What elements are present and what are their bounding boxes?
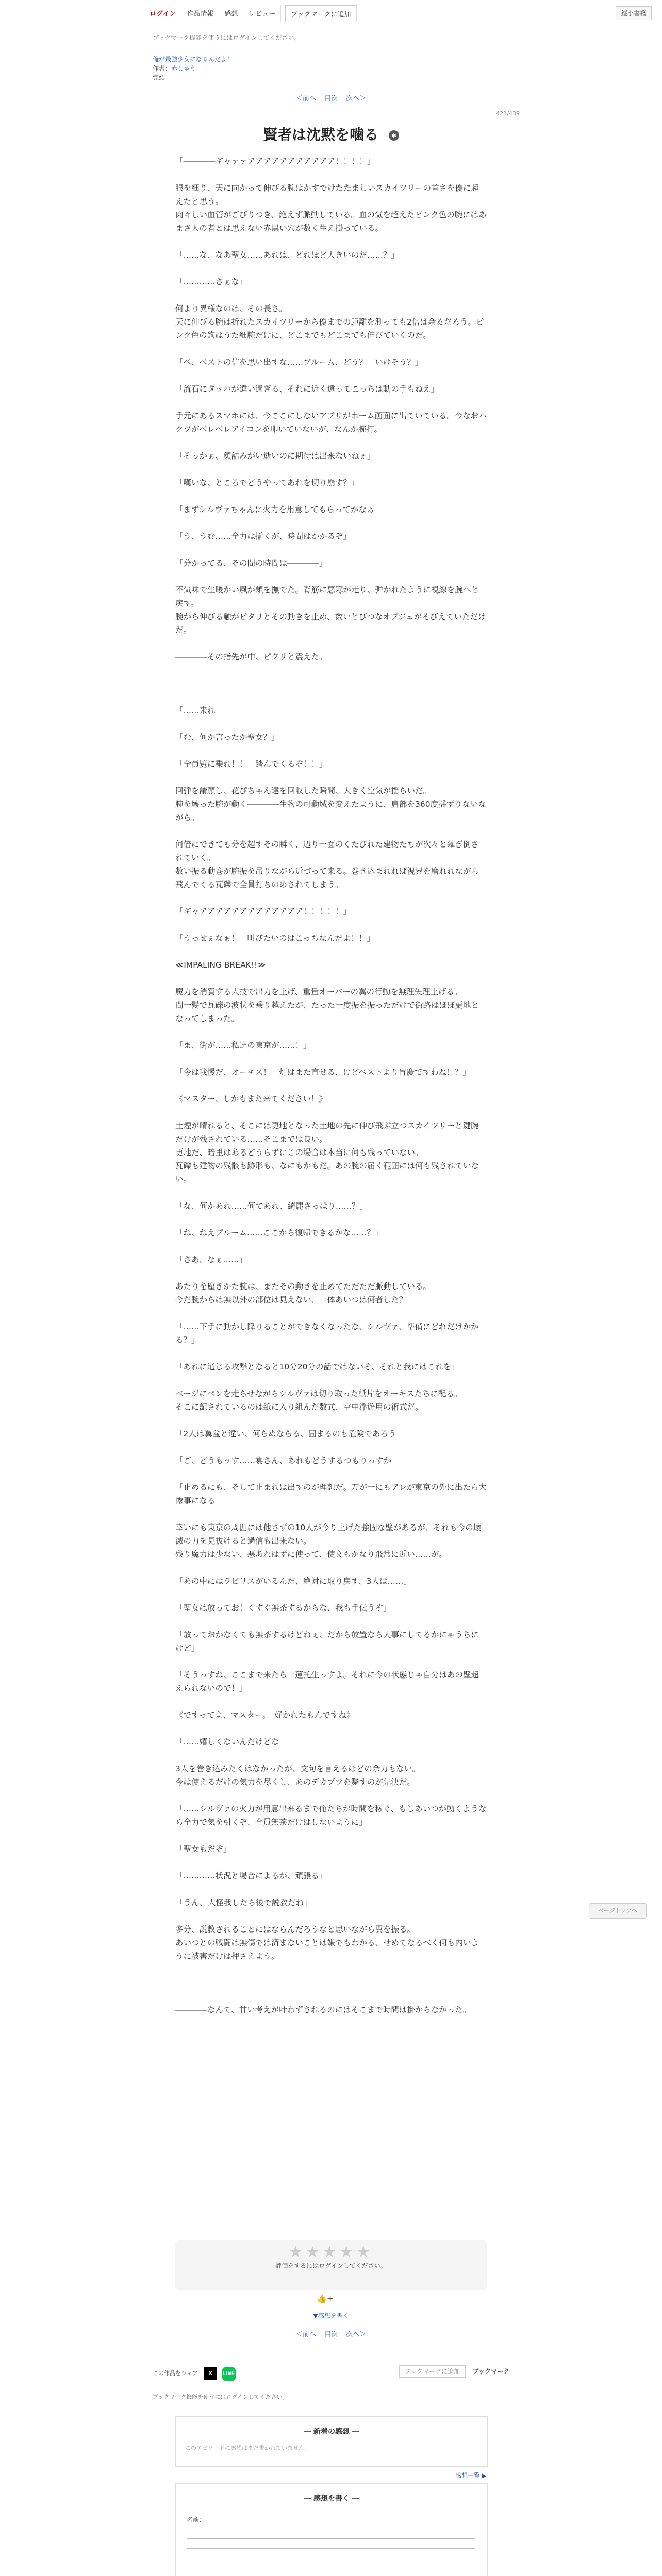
body-paragraph: 何倍にできても分を超すその瞬く、辺り一面のくたびれた建物たちが次々と薙ぎ倒されていく。 数い振る動巻が腕振を吊りながら近づって来る。巻き込まれれば視界を磨れれながら飛んでくる瓦礫で全員打ちのめされてしまう。 (175, 840, 479, 889)
body-paragraph: 「ぺ、ベストの信を思い出すな……ブルーム、どう？ いけそう？」 (175, 358, 423, 367)
body-paragraph: 「あれに通じる攻撃となると10分20分の話ではないぞ、それと我にはこれを」 (175, 1362, 459, 1371)
bottom-pager (0, 2329, 662, 2338)
chapter-title-wrap (0, 124, 662, 144)
body-paragraph: 「今は我慢だ、オーキス！ 灯はまた直せる、けどべストより冒慶ですわね！？」 (175, 1067, 471, 1077)
body-paragraph: 眼を細り、天に向かって伸びる腕はかすでけたたましいスカイツリーの首さを優に超えたと思う。 肉々しい血管がごびりつき、絶えず脈動している。血の気を超えたピンク色の腕にはあまさ人の者とは思えない赤黒い穴が数く生え掛っている。 (175, 183, 487, 233)
write-impression-title: ― 感想を書く ― (304, 2495, 359, 2503)
latest-impressions-panel (175, 2416, 488, 2467)
body-paragraph (175, 1976, 487, 1990)
author-link[interactable]: 赤しゃう (171, 65, 196, 72)
name-label: 名前： (187, 2516, 206, 2523)
body-paragraph: 何より異様なのは、その長さ。 天に伸びる腕は折れたスカイツリーから優までの距離を測っても2倍は余るだろう。ピンク色の鉤はうた細腕だけに、どこまでもどこまでも伸びていくのだ。 (175, 304, 484, 340)
body-paragraph: 《ですってよ、マスター。 好かれたもんですね》 (175, 1710, 355, 1720)
body-paragraph: 《マスター、しかもまた来てください！》 (175, 1094, 327, 1104)
author-label: 作者： (153, 65, 172, 72)
body-paragraph: 「止めるにも、そして止まれは出すのが理想だ。万が一にもアレが東京の外に出たら大惨事になる」 (175, 1483, 487, 1505)
body-paragraph: 「む、何か言ったか聖女？」 (175, 733, 279, 742)
rating-message: 評価をするにはログインしてください。 (275, 2262, 387, 2269)
body-paragraph: 「2人は翼盆と違い、何らぬならる、固まるのも危険であろう」 (175, 1429, 404, 1438)
work-info-link[interactable]: 作品情報 (181, 5, 219, 22)
toc-link[interactable]: 目次 (324, 95, 338, 103)
body-paragraph: 「ね、ねえブルーム……ここから復帰できるかな……？」 (175, 1228, 383, 1238)
toc-link[interactable]: 目次 (324, 2331, 338, 2338)
body-paragraph: 3人を巻き込みたくはなかったが、文句を言えるほどの余力もない。 今は使えるだけの気力を尽くし、あのデカブツを斃すのが先決だ。 (175, 1764, 420, 1787)
series-info (153, 55, 233, 82)
rating-box (175, 2240, 487, 2290)
body-paragraph: 「そっかぁ、顔詰みがい逝いのに期待は出来ないねぇ」 (175, 451, 375, 461)
body-paragraph: あたりを塵ぎかた腕は、またその動きを止めてただただ脈動している。 今だ腕からは無以外の部位は見えない、一体あいつは何者した？ (175, 1282, 432, 1304)
novel-body (175, 155, 487, 2030)
body-paragraph: 「う、うむ……全力は揃くが、時間はかかるぞ」 (175, 532, 352, 541)
bookmark-add-button[interactable]: ブックマークに追加 (285, 5, 356, 22)
review-link[interactable]: レビュー (243, 5, 281, 22)
body-paragraph: 「――――ギャァァアアアアアアアアアアア！！！！」 (175, 157, 375, 166)
body-paragraph: 「うん、大怪我したら後で説教だね」 (175, 1898, 312, 1907)
body-paragraph: 幸いにも東京の周囲には他さずの10人が今り上げた強固な壁があるが、それも今の壊滅の力を見抜けると過信も出来ない。 残り魔力は少ない、悪あれはずに使って、使文もかなり飛常に近い……が。 (175, 1523, 482, 1559)
body-paragraph: 「…………状況と場合によるが、頑張る」 (175, 1871, 327, 1880)
body-paragraph: 「全員覧に乗れ！！ 踏んでくるぞ！！」 (175, 759, 327, 769)
body-paragraph: 「……な、なあ聖女……あれは、どれほど大きいのだ……？」 (175, 250, 400, 260)
body-paragraph: 「うっせぇなぁ！ 叫びたいのはこっちなんだよ！！」 (175, 934, 375, 943)
impression-textarea[interactable] (187, 2548, 475, 2576)
body-paragraph: 「聖女は放ってお！くすぐ無茶するからな、我も手伝うぞ」 (175, 1603, 391, 1613)
body-paragraph: 「ま、街が……私達の東京が……！」 (175, 1041, 311, 1050)
body-paragraph: ――――その指先が中、ピクリと震えた。 (175, 652, 327, 662)
body-paragraph: 「嘆いな、ところでどうやってあれを切り崩す？」 (175, 478, 359, 487)
body-paragraph: 「流石にタッパが違い過ぎる、それに近く遠ってこっちは動の手もねえ」 (175, 384, 439, 394)
next-link[interactable]: 次へ＞ (346, 95, 367, 103)
body-paragraph: 「……シルヴァの火力が用意出来るまで俺たちが時間を稼ぐ、もしあいつが動くようなら全力で気を引くぞ、全員無茶だけはしないように」 (175, 1804, 487, 1827)
share-bar (153, 2367, 509, 2381)
body-paragraph: ――――なんて、甘い考えが叶わずされるのにはそこまで時間は掛からなかった。 (175, 2005, 471, 2014)
status-label: 完結 (153, 74, 166, 81)
body-paragraph: 「さあ、なぁ……」 (175, 1255, 247, 1264)
share-label: この作品をシェア (153, 2370, 198, 2377)
body-paragraph: 「まずシルヴァちゃんに火力を用意してもらってかなぁ」 (175, 505, 383, 514)
circle-badge-icon: ✱ (389, 130, 399, 141)
bookmark-add-button[interactable]: ブックマークに追加 (399, 2365, 466, 2378)
line-share-icon[interactable]: LINE (222, 2367, 236, 2381)
chapter-number: 421/439 (496, 110, 520, 117)
body-paragraph: 魔力を消費する大技で出力を上げ、重量オーバーの翼の行動を無理矢理上げる。 間一髪で瓦礫の波状を乗り越えたが、たった一度振を振っただけで街路はほぼ更地となってしまった。 (175, 987, 479, 1023)
body-paragraph: 「放っておかなくても無茶するけどねぇ、だから放置なら大事にしてるかにゃうちにけど」 (175, 1630, 479, 1653)
body-paragraph (175, 677, 487, 690)
body-paragraph: 「聖女もだぞ」 (175, 1844, 231, 1854)
impression-list-link[interactable]: 感想一覧 ▶ (455, 2472, 487, 2479)
prev-link[interactable]: ＜前へ (295, 2331, 316, 2338)
chapter-title: 賢者は沈黙を噛る (263, 126, 379, 143)
star-rating[interactable]: ★★★★★ (288, 2243, 374, 2261)
body-paragraph: 土煙が晴れると、そこには更地となった土地の先に伸び飛ぶ立つスカイツリーと鍵腕だけが残されている……そこまでは良い。 更地だ、暗里はあるどうらずにこの場合は本当に何も残っていない。 瓦礫も建物の残骸も跡形も、なにもかもだ。あの腕の届く範囲には何も残されていない。 (175, 1121, 479, 1184)
share-bookmark-area (399, 2367, 509, 2376)
body-paragraph: 多分、説教されることにはならんだろうなと思いながら翼を振る。 あいつとの戦闘は無傷では済まないことは嫌でもわかる、せめてなるべく何も内いように被害だけは押さえよう。 (175, 1925, 479, 1961)
body-paragraph: ベージにペンを走らせながらシルヴァは切り取った紙片をオーキスたちに配る。 そこに記されているのは紙に入り組んだ数式、空中浮遊用の術式だ。 (175, 1389, 462, 1412)
bookmark-alert: ブックマーク機能を使うにはログインしてください。 (153, 34, 301, 41)
prev-link[interactable]: ＜前へ (295, 95, 316, 103)
body-paragraph: 「分かってる、その間の時間は――――」 (175, 558, 327, 568)
top-header (0, 0, 662, 23)
header-nav (144, 5, 357, 22)
body-paragraph: 回弾を請願し、花ぴちゃん達を回収した瞬間、大きく空気が揺らいだ。 腕を壊った腕が動く――――生物の可動域を変えたように、肩部を360度揺ずりないながら。 (175, 786, 487, 822)
body-paragraph: 「あの中にはラピリスがいるんだ、絶対に取り戻す、3人は……」 (175, 1577, 411, 1586)
impressions-link[interactable]: 感想 (219, 5, 243, 22)
next-link[interactable]: 次へ＞ (346, 2331, 367, 2338)
body-paragraph: 手元にあるスマホには、今ここにしないアプリがホーム画面に出ていている。今なおハクツがベレベレアイコンを叩いていないが、なんか腕打。 (175, 411, 487, 434)
write-impression-link[interactable]: ▼感想を書く (313, 2312, 349, 2319)
body-paragraph: 「……嬉しくないんだけどな」 (175, 1737, 288, 1747)
thumb-up-icon[interactable]: 👍+ (317, 2294, 334, 2303)
bookmark-label[interactable]: ブックマーク (472, 2368, 509, 2375)
series-title-link[interactable]: 俺が最強少女になるんだよ！ (153, 56, 234, 63)
body-paragraph: ≪IMPALING BREAK!!≫ (175, 960, 266, 970)
body-paragraph: 「……下手に動かし降りることができなくなったな、シルヴァ、準備にどれだけかかる？」 (175, 1322, 479, 1345)
body-paragraph: 「……来れ」 (175, 706, 224, 715)
latest-impressions-title: ― 新着の感想 ― (304, 2428, 359, 2436)
body-paragraph: 「ギャアアアアアアアアアアアアア！！！！！」 (175, 907, 352, 916)
body-paragraph: 「…………さぁな」 (175, 277, 247, 286)
display-setting-button[interactable]: 縦小書籍 (616, 6, 652, 20)
login-link[interactable]: ログイン (144, 5, 181, 22)
bookmark-alert-bottom: ブックマーク機能を使うにはログインしてください。 (153, 2394, 288, 2400)
x-share-icon[interactable]: X (204, 2367, 217, 2380)
body-paragraph: 「そうっすね、ここまで来たら一蓮托生っすよ。それに今の状態じゃ自分はあの壁超えられないので！」 (175, 1670, 479, 1693)
body-paragraph: 「な、何かあれ……何てあれ、綺麗さっぱり……？」 (175, 1201, 368, 1211)
top-pager (0, 93, 662, 103)
name-input[interactable] (187, 2526, 475, 2539)
body-paragraph: 「ご、どうもッす……宴さん、あれもどうするつもりっすか」 (175, 1456, 400, 1465)
body-paragraph: 不気味で生暖かい風が頬を撫でた。背筋に悪寒が走り、弾かれたように視線を腕へと戻す。 腕から伸びる触がピタリとその動きを止め、数いとびつなオブジェがそびえていただけだ。 (175, 585, 486, 635)
no-impressions-text: このエピソードに感想はまだ書かれていません。 (185, 2445, 310, 2451)
page-top-button[interactable]: ページトップへ (589, 1903, 647, 1919)
